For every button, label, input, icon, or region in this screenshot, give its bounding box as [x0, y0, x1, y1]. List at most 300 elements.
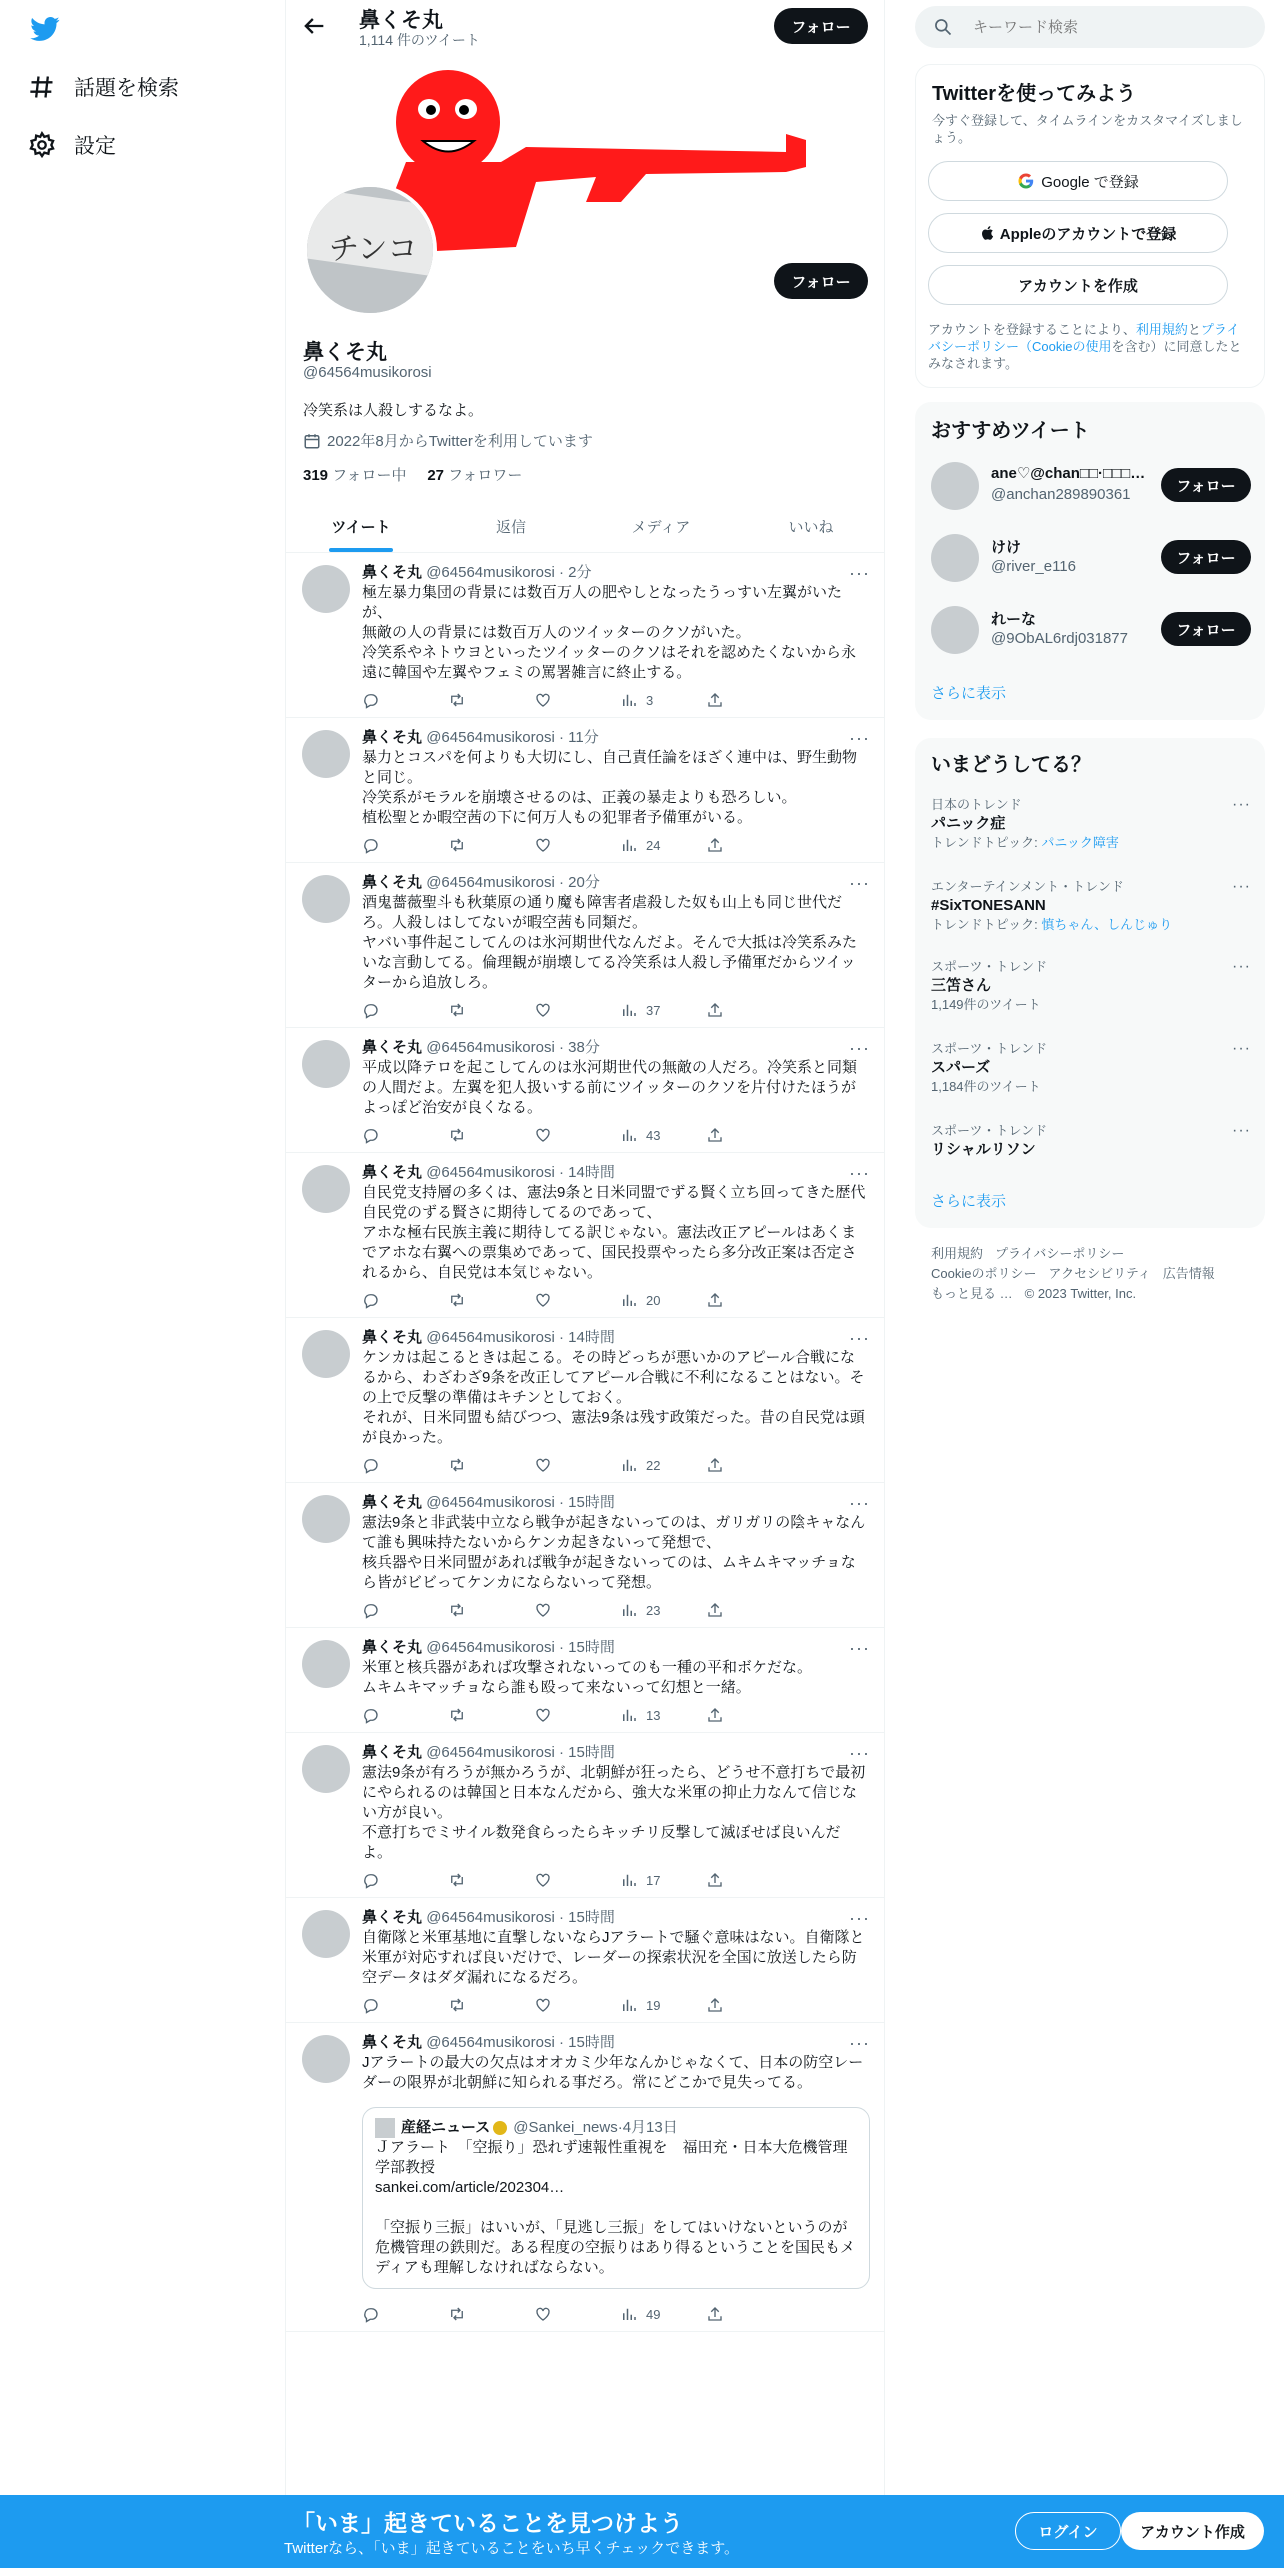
- more-options-icon[interactable]: ···: [849, 873, 870, 893]
- bottom-signup-bar: [0, 2495, 1284, 2568]
- trends-more-link[interactable]: さらに表示: [931, 1193, 1007, 1210]
- tweet-dot-separator: ·: [554, 1164, 569, 1181]
- tweet-time[interactable]: 15時間: [568, 1639, 615, 1656]
- tweet-text: 憲法9条が有ろうが無かろうが、北朝鮮が狂ったら、どうせ不意打ちで最初にやられるのは韓国と日本なんだから、強大な米軍の抑止力なんて信じない方が良い。 不意打ちでミサイル数発食らったらキッチリ反撃して滅ぼせば良いんだよ。: [362, 1764, 866, 1861]
- tweet-dot-separator: ·: [554, 874, 569, 891]
- tweet-dot-separator: ·: [554, 1639, 569, 1656]
- views-button[interactable]: [620, 1601, 706, 1619]
- search-input[interactable]: [973, 19, 1233, 36]
- retweet-icon: [448, 1456, 466, 1474]
- share-icon: [706, 1996, 724, 2014]
- trend-category: エンターテインメント・トレンド: [931, 879, 1124, 894]
- tweet-author-name[interactable]: 鼻くそ丸: [362, 1494, 423, 1511]
- views-count: 43: [646, 1127, 661, 1143]
- recommended-user-handle: @river_e116: [991, 558, 1076, 575]
- views-icon: [620, 1126, 638, 1144]
- tweet-time[interactable]: 15時間: [568, 1744, 615, 1761]
- tweet-author-name[interactable]: 鼻くそ丸: [362, 1329, 423, 1346]
- terms-link[interactable]: 利用規約: [1135, 322, 1188, 337]
- tweet-header: [362, 1743, 870, 1763]
- share-button[interactable]: [706, 1456, 792, 1474]
- more-options-icon[interactable]: ···: [849, 1038, 870, 1058]
- more-options-icon[interactable]: ···: [849, 1908, 870, 1928]
- retweet-icon: [448, 1126, 466, 1144]
- views-count: 19: [646, 1997, 661, 2013]
- tweet-author-name[interactable]: 鼻くそ丸: [362, 1744, 423, 1761]
- share-icon: [706, 836, 724, 854]
- views-count: 20: [646, 1292, 661, 1308]
- tweet-actions: [362, 1283, 792, 1317]
- reply-icon: [362, 1456, 380, 1474]
- footer-copyright: © 2023 Twitter, Inc.: [1024, 1286, 1137, 1301]
- trend-name: #SixTONESANN: [931, 897, 1046, 914]
- nav-settings-label: 設定: [74, 135, 116, 158]
- tweet-header: [362, 728, 870, 748]
- quoted-text: Ｊアラート 「空振り」恐れず速報性重視を 福田充・日本大危機管理学部教授 sankei.com/article/202304… 「空振り三振」はいいが、「見逃し三振」をしてはいけないというのが危機管理の鉄則だ。ある程度の空振りはあり得るということを国民もメディアも理解しなければならない。: [375, 2139, 856, 2276]
- views-button[interactable]: [620, 2305, 706, 2323]
- retweet-button[interactable]: [448, 1126, 534, 1144]
- tweet-avatar[interactable]: [302, 1640, 350, 1688]
- share-button[interactable]: [706, 1871, 792, 1889]
- bottom-title: 「いま」起きていることを見つけよう: [292, 2510, 683, 2536]
- tab-tweets[interactable]: ツイート: [286, 500, 436, 552]
- retweet-icon: [448, 1291, 466, 1309]
- share-button[interactable]: [706, 691, 792, 709]
- tweet-author-handle[interactable]: @64564musikorosi: [426, 1744, 555, 1761]
- reply-button[interactable]: [362, 1871, 448, 1889]
- quoted-author-handle: @Sankei_news: [513, 2119, 618, 2136]
- reply-button[interactable]: [362, 1996, 448, 2014]
- tweet-avatar[interactable]: [302, 730, 350, 778]
- retweet-button[interactable]: [448, 1291, 534, 1309]
- more-options-icon[interactable]: ···: [849, 728, 870, 748]
- tweet-actions: [362, 2297, 792, 2331]
- tweet-avatar[interactable]: [302, 875, 350, 923]
- trends-panel: [915, 738, 1265, 1228]
- tweet-item[interactable]: [286, 1898, 885, 2023]
- recommended-user-avatar[interactable]: [931, 462, 979, 510]
- tweet-dot-separator: ·: [554, 1494, 569, 1511]
- tweet-header: [362, 563, 870, 583]
- trend-name: リシャルリソン: [931, 1141, 1036, 1158]
- share-button[interactable]: [706, 2305, 792, 2323]
- views-button[interactable]: [620, 1001, 706, 1019]
- like-button[interactable]: [534, 1996, 620, 2014]
- reply-button[interactable]: [362, 836, 448, 854]
- recommended-user-handle: @anchan289890361: [991, 486, 1131, 503]
- tweet-text: 極左暴力集団の背景には数百万人の肥やしとなったうっすい左翼がいたが、 無敵の人の背景には数百万人のツイッターのクソがいた。 冷笑系やネトウヨといったツイッターのクソはそれを認めたくないから永遠に韓国や左翼やフェミの罵署雑言に終止する。: [362, 584, 856, 681]
- more-options-icon[interactable]: ···: [1232, 796, 1251, 813]
- recommended-user-name[interactable]: ane♡@chan□□·□□□…: [991, 465, 1146, 482]
- legal-and: と: [1187, 322, 1201, 337]
- views-count: 49: [646, 2306, 661, 2322]
- twitter-logo-icon[interactable]: [28, 14, 62, 44]
- tweet-item[interactable]: [286, 1028, 885, 1153]
- recommended-user-avatar[interactable]: [931, 606, 979, 654]
- reply-icon: [362, 836, 380, 854]
- trend-topic-link[interactable]: パニック障害: [1041, 835, 1119, 850]
- tweet-actions: [362, 1988, 792, 2022]
- share-icon: [706, 1126, 724, 1144]
- tweet-avatar[interactable]: [302, 1745, 350, 1793]
- more-options-icon[interactable]: ···: [1232, 1122, 1251, 1139]
- search-box[interactable]: [915, 6, 1265, 48]
- recommended-user-handle: @9ObAL6rdj031877: [991, 630, 1128, 647]
- tweet-time[interactable]: 15時間: [568, 1494, 615, 1511]
- profile-stats: [303, 464, 522, 485]
- trend-item[interactable]: [931, 1040, 1251, 1095]
- more-options-icon[interactable]: ···: [849, 2033, 870, 2053]
- reply-button[interactable]: [362, 1706, 448, 1724]
- footer-link[interactable]: 利用規約: [931, 1246, 984, 1261]
- legal-pre: アカウントを登録することにより、: [928, 322, 1136, 337]
- reply-icon: [362, 1706, 380, 1724]
- tweet-item[interactable]: [286, 2023, 885, 2332]
- tweet-author-handle[interactable]: @64564musikorosi: [426, 874, 555, 891]
- tweet-text: ケンカは起こるときは起こる。その時どっちが悪いかのアピール合戦になるから、わざわざ9条を改正してアピール合戦に不利になることはない。その上で反撃の準備はキチンとしておく。 それが、日米同盟も結びつつ、憲法9条は残す政策だった。昔の自民党は頭が良かった。: [362, 1349, 865, 1446]
- more-options-icon[interactable]: ···: [849, 1328, 870, 1348]
- retweet-button[interactable]: [448, 1871, 534, 1889]
- retweet-icon: [448, 1706, 466, 1724]
- tweet-time[interactable]: 15時間: [568, 1909, 615, 1926]
- reply-button[interactable]: [362, 691, 448, 709]
- like-button[interactable]: [534, 1291, 620, 1309]
- trend-item[interactable]: [931, 878, 1251, 933]
- views-button[interactable]: [620, 1456, 706, 1474]
- trend-topic-link[interactable]: 慎ちゃん、しんじゅり: [1041, 917, 1173, 932]
- tweet-time[interactable]: 14時間: [568, 1164, 615, 1181]
- footer-link[interactable]: 広告情報: [1162, 1266, 1215, 1281]
- tweet-item[interactable]: [286, 1483, 885, 1628]
- tweet-time[interactable]: 2分: [568, 564, 592, 581]
- followers-link[interactable]: [427, 467, 522, 484]
- trend-name: パニック症: [931, 815, 1006, 832]
- recommend-more-link[interactable]: さらに表示: [931, 685, 1007, 702]
- profile-tabs: [286, 500, 885, 553]
- like-button[interactable]: [534, 2305, 620, 2323]
- tweet-item[interactable]: [286, 863, 885, 1028]
- reply-icon: [362, 1001, 380, 1019]
- views-button[interactable]: [620, 836, 706, 854]
- tweet-time[interactable]: 20分: [568, 874, 600, 891]
- like-button[interactable]: [534, 1871, 620, 1889]
- tweet-avatar[interactable]: [302, 1165, 350, 1213]
- signup-legal: [928, 321, 1248, 372]
- footer-link[interactable]: アクセシビリティ: [1048, 1266, 1151, 1281]
- google-signup-label: Google で登録: [1041, 173, 1139, 191]
- create-account-button[interactable]: アカウントを作成: [928, 265, 1228, 305]
- recommended-user[interactable]: [931, 602, 1251, 658]
- more-options-icon[interactable]: ···: [849, 563, 870, 583]
- more-options-icon[interactable]: ···: [849, 1743, 870, 1763]
- tweet-avatar[interactable]: [302, 1910, 350, 1958]
- recommended-user-avatar[interactable]: [931, 534, 979, 582]
- profile-header-bar: [286, 0, 884, 52]
- header-follow-button[interactable]: フォロー: [774, 8, 868, 44]
- quoted-dot-separator: ·: [617, 2119, 623, 2136]
- tweet-text: 憲法9条と非武装中立なら戦争が起きないってのは、ガリガリの陰キャなんて誰も興味持たないからケンカ起きないって発想で、 核兵器や日米同盟があれば戦争が起きないってのは、ムキムキマッチョなら皆がビビってケンカにならないって発想。: [362, 1514, 866, 1591]
- tweet-author-name[interactable]: 鼻くそ丸: [362, 2034, 423, 2051]
- tab-media[interactable]: メディア: [631, 518, 691, 536]
- share-button[interactable]: [706, 836, 792, 854]
- tweet-author-name[interactable]: 鼻くそ丸: [362, 874, 423, 891]
- tweet-author-name[interactable]: 鼻くそ丸: [362, 1164, 423, 1181]
- tweet-author-handle[interactable]: @64564musikorosi: [426, 729, 555, 746]
- trend-subtext: [931, 916, 1251, 933]
- tweet-author-handle[interactable]: @64564musikorosi: [426, 1164, 555, 1181]
- login-button[interactable]: ログイン: [1015, 2512, 1121, 2550]
- like-icon: [534, 691, 552, 709]
- profile-joined-text: 2022年8月からTwitterを利用しています: [327, 433, 593, 450]
- privacy-link[interactable]: プライバシーポリシー（Cookieの使用: [928, 322, 1240, 354]
- more-options-icon[interactable]: ···: [1232, 958, 1251, 975]
- retweet-button[interactable]: [448, 691, 534, 709]
- retweet-button[interactable]: [448, 1706, 534, 1724]
- reply-icon: [362, 1871, 380, 1889]
- retweet-icon: [448, 2305, 466, 2323]
- tweet-item[interactable]: [286, 718, 885, 863]
- like-button[interactable]: [534, 836, 620, 854]
- reply-icon: [362, 2305, 380, 2323]
- trend-item[interactable]: [931, 1122, 1251, 1160]
- tweet-author-handle[interactable]: @64564musikorosi: [426, 1494, 555, 1511]
- following-link[interactable]: [303, 467, 406, 484]
- tweet-actions: [362, 1448, 792, 1482]
- profile-joined: [303, 430, 593, 451]
- tweet-header: [362, 1163, 870, 1183]
- share-button[interactable]: [706, 1001, 792, 1019]
- views-icon: [620, 1291, 638, 1309]
- retweet-icon: [448, 1001, 466, 1019]
- footer-link[interactable]: もっと見る …: [931, 1286, 1013, 1301]
- hashtag-icon: [28, 73, 56, 101]
- share-icon: [706, 1871, 724, 1889]
- like-button[interactable]: [534, 1001, 620, 1019]
- recommended-follow-button[interactable]: フォロー: [1161, 540, 1251, 574]
- retweet-button[interactable]: [448, 1996, 534, 2014]
- share-icon: [706, 2305, 724, 2323]
- tweet-author-name[interactable]: 鼻くそ丸: [362, 564, 423, 581]
- reply-button[interactable]: [362, 2305, 448, 2323]
- like-icon: [534, 2305, 552, 2323]
- tweet-author-handle[interactable]: @64564musikorosi: [426, 1329, 555, 1346]
- nav-explore[interactable]: [28, 72, 179, 102]
- google-signup-button[interactable]: [928, 161, 1228, 201]
- tweet-author-handle[interactable]: @64564musikorosi: [426, 1639, 555, 1656]
- reply-button[interactable]: [362, 1001, 448, 1019]
- more-options-icon[interactable]: ···: [849, 1493, 870, 1513]
- reply-button[interactable]: [362, 1291, 448, 1309]
- views-button[interactable]: [620, 691, 706, 709]
- recommended-user-name[interactable]: れーな: [991, 611, 1037, 628]
- reply-icon: [362, 691, 380, 709]
- profile-avatar[interactable]: [303, 183, 437, 317]
- quoted-tweet[interactable]: [362, 2107, 870, 2289]
- tweet-author-name[interactable]: 鼻くそ丸: [362, 1639, 423, 1656]
- apple-signup-button[interactable]: [928, 213, 1228, 253]
- share-button[interactable]: [706, 1706, 792, 1724]
- views-button[interactable]: [620, 1996, 706, 2014]
- reply-icon: [362, 1996, 380, 2014]
- tweet-actions: [362, 1698, 792, 1732]
- tab-likes[interactable]: いいね: [788, 518, 834, 536]
- footer-links: [931, 1244, 1251, 1304]
- tab-replies[interactable]: 返信: [495, 518, 526, 536]
- tweet-actions: [362, 828, 792, 862]
- tweet-author-name[interactable]: 鼻くそ丸: [362, 729, 423, 746]
- tweet-avatar[interactable]: [302, 1495, 350, 1543]
- trend-category: 日本のトレンド: [931, 797, 1022, 812]
- tweet-dot-separator: ·: [554, 1909, 569, 1926]
- tweet-time[interactable]: 15時間: [568, 2034, 615, 2051]
- tweet-avatar[interactable]: [302, 2035, 350, 2083]
- views-count: 17: [646, 1872, 661, 1888]
- reply-button[interactable]: [362, 1601, 448, 1619]
- tweet-author-name[interactable]: 鼻くそ丸: [362, 1909, 423, 1926]
- retweet-button[interactable]: [448, 2305, 534, 2323]
- recommended-follow-button[interactable]: フォロー: [1161, 612, 1251, 646]
- share-icon: [706, 691, 724, 709]
- views-icon: [620, 1871, 638, 1889]
- quoted-avatar: [375, 2118, 395, 2138]
- tweet-avatar[interactable]: [302, 1040, 350, 1088]
- retweet-button[interactable]: [448, 836, 534, 854]
- tweet-avatar[interactable]: [302, 1330, 350, 1378]
- signup-subtitle: 今すぐ登録して、タイムラインをカスタマイズしましょう。: [932, 113, 1243, 145]
- recommended-user[interactable]: [931, 458, 1251, 514]
- like-icon: [534, 1001, 552, 1019]
- apple-signup-label: Appleのアカウントで登録: [999, 225, 1177, 243]
- tweet-header: [362, 2033, 870, 2053]
- share-button[interactable]: [706, 1996, 792, 2014]
- more-options-icon[interactable]: ···: [1232, 878, 1251, 895]
- tweet-text: 自衛隊と米軍基地に直撃しないならJアラートで騒ぐ意味はない。自衛隊と米軍が対応すれば良いだけで、レーダーの探索状況を全国に放送したら防空データはダダ漏れになるだろ。: [362, 1929, 865, 1986]
- avatar-text: チンコ: [329, 232, 418, 267]
- retweet-icon: [448, 691, 466, 709]
- reply-icon: [362, 1601, 380, 1619]
- tweet-dot-separator: ·: [554, 1039, 569, 1056]
- tweet-item[interactable]: [286, 553, 885, 718]
- retweet-button[interactable]: [448, 1601, 534, 1619]
- retweet-icon: [448, 1601, 466, 1619]
- views-icon: [620, 836, 638, 854]
- avatar-image: [307, 187, 433, 313]
- like-button[interactable]: [534, 1706, 620, 1724]
- views-icon: [620, 1706, 638, 1724]
- more-options-icon[interactable]: ···: [849, 1163, 870, 1183]
- reply-button[interactable]: [362, 1456, 448, 1474]
- bottom-subtitle: Twitterなら、「いま」起きていることをいち早くチェックできます。: [284, 2540, 740, 2557]
- header-tweet-count: 1,114 件のツイート: [359, 32, 480, 48]
- footer-link[interactable]: プライバシーポリシー: [995, 1246, 1125, 1261]
- nav-settings[interactable]: [28, 130, 116, 160]
- share-icon: [706, 1601, 724, 1619]
- back-arrow-icon[interactable]: [300, 12, 328, 40]
- followers-count: 27: [427, 467, 444, 484]
- tweet-item[interactable]: [286, 1733, 885, 1898]
- tweet-time[interactable]: 11分: [568, 729, 599, 746]
- tweet-actions: [362, 683, 792, 717]
- reply-icon: [362, 1126, 380, 1144]
- views-count: 3: [646, 692, 654, 708]
- profile-follow-button[interactable]: フォロー: [774, 263, 868, 299]
- views-button[interactable]: [620, 1706, 706, 1724]
- recommended-user[interactable]: [931, 530, 1251, 586]
- views-button[interactable]: [620, 1126, 706, 1144]
- tweet-author-handle[interactable]: @64564musikorosi: [426, 2034, 555, 2051]
- like-button[interactable]: [534, 1601, 620, 1619]
- tweet-author-handle[interactable]: @64564musikorosi: [426, 564, 555, 581]
- trend-item[interactable]: [931, 958, 1251, 1013]
- tweet-time[interactable]: 14時間: [568, 1329, 615, 1346]
- tweet-item[interactable]: [286, 1318, 885, 1483]
- tweet-actions: [362, 1863, 792, 1897]
- calendar-icon: [303, 432, 321, 450]
- share-icon: [706, 1456, 724, 1474]
- tweet-author-name[interactable]: 鼻くそ丸: [362, 1039, 423, 1056]
- tweet-time[interactable]: 38分: [568, 1039, 600, 1056]
- tweet-author-handle[interactable]: @64564musikorosi: [426, 1909, 555, 1926]
- views-icon: [620, 1996, 638, 2014]
- following-label: フォロー中: [332, 467, 407, 484]
- views-count: 22: [646, 1457, 661, 1473]
- like-button[interactable]: [534, 1456, 620, 1474]
- tweet-actions: [362, 1118, 792, 1152]
- views-button[interactable]: [620, 1291, 706, 1309]
- like-icon: [534, 1996, 552, 2014]
- profile-bio: 冷笑系は人殺しするなよ。: [303, 402, 484, 419]
- tweet-avatar[interactable]: [302, 565, 350, 613]
- views-button[interactable]: [620, 1871, 706, 1889]
- like-button[interactable]: [534, 691, 620, 709]
- tweet-dot-separator: ·: [554, 1744, 569, 1761]
- tweet-item[interactable]: [286, 1153, 885, 1318]
- recommend-title: おすすめツイート: [931, 420, 1090, 442]
- retweet-button[interactable]: [448, 1001, 534, 1019]
- signup-button[interactable]: アカウント作成: [1121, 2512, 1264, 2550]
- recommended-follow-button[interactable]: フォロー: [1161, 468, 1251, 502]
- recommended-user-name[interactable]: けけ: [991, 539, 1022, 556]
- tweet-author-handle[interactable]: @64564musikorosi: [426, 1039, 555, 1056]
- tweet-text: 暴力とコスパを何よりも大切にし、自己責任論をほざく連中は、野生動物と同じ。 冷笑系がモラルを崩壊させるのは、正義の暴走よりも恐ろしい。 植松聖とか暇空茜の下に何万人もの犯罪者予備軍がいる。: [362, 749, 858, 826]
- trends-title: いまどうしてる？: [931, 754, 1091, 776]
- views-icon: [620, 691, 638, 709]
- left-nav: [0, 0, 285, 2568]
- views-icon: [620, 1001, 638, 1019]
- share-button[interactable]: [706, 1601, 792, 1619]
- views-icon: [620, 2305, 638, 2323]
- tweet-item[interactable]: [286, 1628, 885, 1733]
- nav-explore-label: 話題を検索: [74, 77, 179, 100]
- more-options-icon[interactable]: ···: [849, 1638, 870, 1658]
- tweet-header: [362, 1493, 870, 1513]
- trend-sub-prefix: トレンドトピック:: [931, 835, 1042, 850]
- retweet-button[interactable]: [448, 1456, 534, 1474]
- trend-item[interactable]: [931, 796, 1251, 851]
- like-icon: [534, 1706, 552, 1724]
- like-button[interactable]: [534, 1126, 620, 1144]
- signup-title: Twitterを使ってみよう: [932, 83, 1137, 105]
- google-icon: [1017, 172, 1035, 190]
- more-options-icon[interactable]: ···: [1232, 1040, 1251, 1057]
- share-button[interactable]: [706, 1126, 792, 1144]
- retweet-icon: [448, 1871, 466, 1889]
- footer-link[interactable]: Cookieのポリシー: [931, 1266, 1037, 1281]
- share-button[interactable]: [706, 1291, 792, 1309]
- reply-button[interactable]: [362, 1126, 448, 1144]
- tweet-feed: [286, 553, 885, 2332]
- retweet-icon: [448, 1996, 466, 2014]
